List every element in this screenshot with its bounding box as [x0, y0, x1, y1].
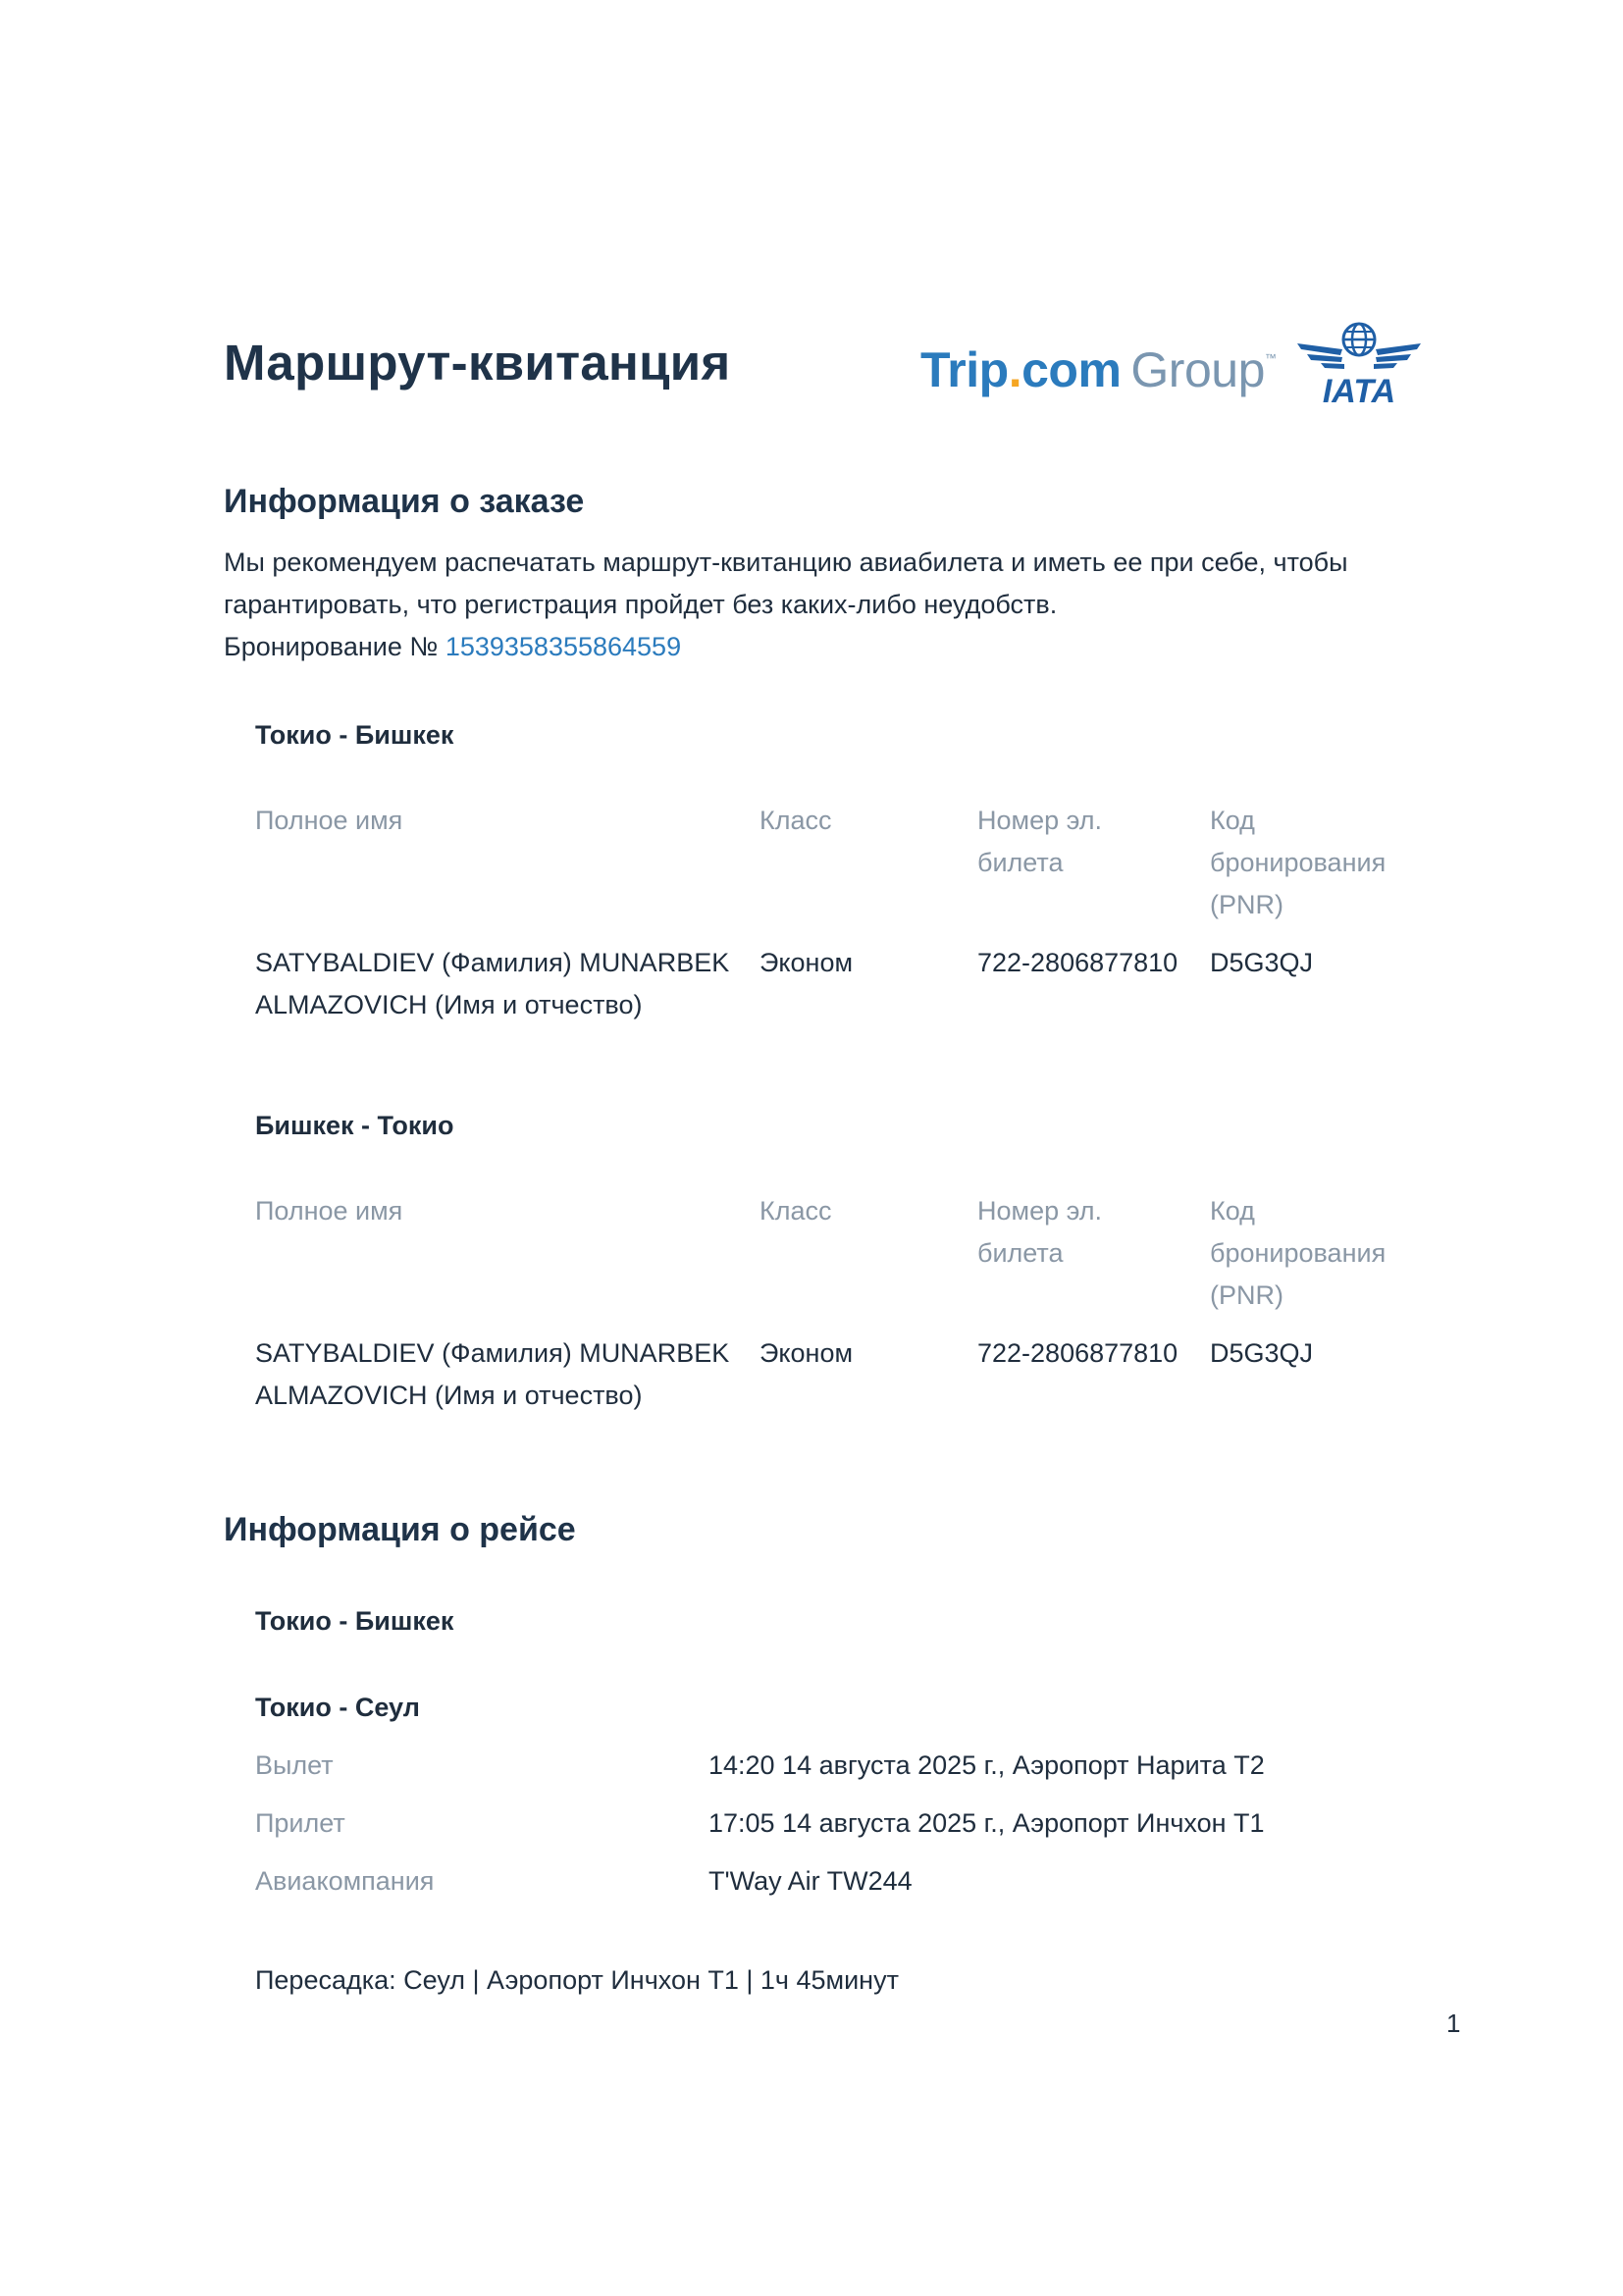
header-ticket-number: Номер эл. билета [977, 806, 1103, 877]
flight-info-heading: Информация о рейсе [224, 1511, 576, 1548]
pnr-code: D5G3QJ [1210, 948, 1314, 977]
ticket-route-heading: Бишкек - Токио [255, 1111, 454, 1140]
airline-label: Авиакомпания [255, 1866, 435, 1896]
trip-com-group-logo: Trip.com Group™ [920, 342, 1277, 397]
page-number: 1 [1446, 2009, 1461, 2038]
departure-label: Вылет [255, 1750, 334, 1780]
ticket-route-heading: Токио - Бишкек [255, 720, 454, 750]
booking-number-line: Бронирование № 1539358355864559 [224, 632, 682, 661]
airline-value: T'Way Air TW244 [708, 1866, 913, 1896]
header-pnr: Код бронирования (PNR) [1210, 1196, 1387, 1310]
ticket-number: 722-2806877810 [977, 948, 1178, 977]
arrival-label: Прилет [255, 1808, 345, 1838]
page-title: Маршрут-квитанция [224, 335, 731, 391]
header-full-name: Полное имя [255, 806, 403, 835]
header-class: Класс [759, 806, 832, 835]
header-class: Класс [759, 1196, 832, 1226]
flight-segment-title: Токио - Сеул [255, 1693, 420, 1722]
passenger-name: SATYBALDIEV (Фамилия) MUNARBEK ALMAZOVICH (Имя и отчество) [255, 948, 730, 1019]
header-ticket-number: Номер эл. билета [977, 1196, 1103, 1268]
booking-number-link[interactable]: 1539358355864559 [445, 632, 682, 661]
order-note: Мы рекомендуем распечатать маршрут-квитанцию авиабилета и иметь ее при себе, чтобы гарантировать, что регистрация пройдет без каких-либо неудобств. Бронирование № 1539358355864559 [224, 542, 1450, 668]
transfer-info: Пересадка: Сеул | Аэропорт Инчхон T1 | 1ч 45минут [255, 1965, 899, 1995]
pnr-code: D5G3QJ [1210, 1338, 1314, 1368]
arrival-value: 17:05 14 августа 2025 г., Аэропорт Инчхон T1 [708, 1808, 1265, 1838]
passenger-class: Эконом [759, 948, 854, 977]
svg-text:IATA: IATA [1322, 373, 1396, 406]
header-pnr: Код бронирования (PNR) [1210, 806, 1387, 919]
departure-value: 14:20 14 августа 2025 г., Аэропорт Нарита T2 [708, 1750, 1265, 1780]
order-info-heading: Информация о заказе [224, 483, 585, 520]
iata-logo [1295, 322, 1423, 406]
ticket-number: 722-2806877810 [977, 1338, 1178, 1368]
passenger-class: Эконом [759, 1338, 854, 1368]
passenger-name: SATYBALDIEV (Фамилия) MUNARBEK ALMAZOVICH (Имя и отчество) [255, 1338, 730, 1410]
flight-route-heading: Токио - Бишкек [255, 1606, 454, 1636]
header-full-name: Полное имя [255, 1196, 403, 1226]
